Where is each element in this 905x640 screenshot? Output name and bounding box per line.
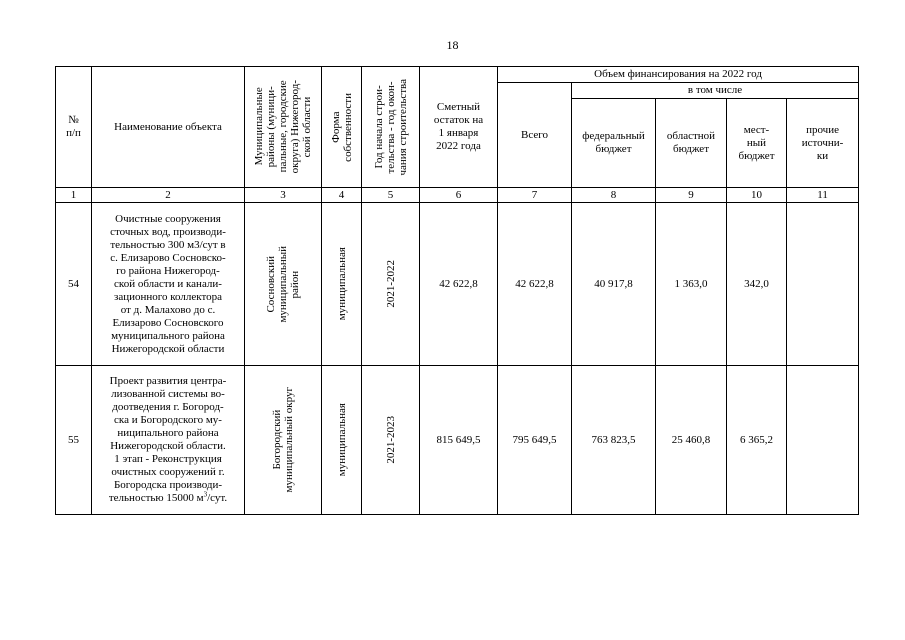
numbering-cell: 2	[92, 188, 245, 203]
row-number: 54	[56, 203, 92, 366]
numbering-cell: 4	[322, 188, 362, 203]
page-number: 18	[446, 38, 459, 52]
header-years	[362, 67, 420, 188]
district: Сосновский муниципальный район	[265, 245, 301, 323]
total-funding: 42 622,8	[498, 203, 572, 366]
header-district-label: Муниципальные районы (муници- пальные, городские округа) Нижегород- ской области	[253, 80, 313, 174]
ownership: муниципальная	[335, 247, 348, 321]
local-budget: 342,0	[727, 203, 787, 366]
estimate-remainder: 42 622,8	[420, 203, 498, 366]
district: Богородский муниципальный округ	[271, 387, 295, 493]
years-cell	[362, 203, 420, 366]
ownership: муниципальная	[335, 403, 348, 477]
header-ownership	[322, 67, 362, 188]
header-district	[245, 67, 322, 188]
numbering-cell: 7	[498, 188, 572, 203]
other-sources	[787, 203, 859, 366]
header-ownership-label: Форма собственности	[329, 92, 354, 162]
total-funding: 795 649,5	[498, 366, 572, 515]
years: 2021-2022	[384, 260, 397, 308]
header-other: прочие источни- ки	[787, 99, 859, 188]
numbering-cell: 11	[787, 188, 859, 203]
estimate-remainder: 815 649,5	[420, 366, 498, 515]
header-number: № п/п	[56, 67, 92, 188]
district-cell	[245, 203, 322, 366]
object-name-superscript: 3	[203, 490, 208, 499]
numbering-cell: 5	[362, 188, 420, 203]
years-cell	[362, 366, 420, 515]
district-cell	[245, 366, 322, 515]
federal-budget: 40 917,8	[572, 203, 656, 366]
header-years-label: Год начала строи- тельства - год окон- чания строительства	[372, 78, 409, 176]
table-row	[56, 366, 859, 515]
header-regional: областной бюджет	[656, 99, 727, 188]
numbering-cell: 9	[656, 188, 727, 203]
financing-table	[55, 66, 859, 515]
ownership-cell	[322, 366, 362, 515]
object-name	[92, 366, 245, 515]
federal-budget: 763 823,5	[572, 366, 656, 515]
local-budget: 6 365,2	[727, 366, 787, 515]
header-federal: федеральный бюджет	[572, 99, 656, 188]
numbering-cell: 6	[420, 188, 498, 203]
years: 2021-2023	[384, 416, 397, 464]
numbering-cell: 3	[245, 188, 322, 203]
header-local: мест- ный бюджет	[727, 99, 787, 188]
object-name-tail: /сут.	[207, 492, 228, 504]
header-total: Всего	[498, 83, 572, 188]
numbering-row	[56, 188, 859, 203]
header-name: Наименование объекта	[92, 67, 245, 188]
regional-budget: 1 363,0	[656, 203, 727, 366]
numbering-cell: 8	[572, 188, 656, 203]
other-sources	[787, 366, 859, 515]
object-name-main: Проект развития центра- лизованной системы во- доотведения г. Богород- ска и Богородского му- ниципального района Нижегородской области. 1 этап - Реконструкция очистных сооружений г. Богородска производи- тельностью 15000 м	[108, 375, 227, 504]
header-including: в том числе	[572, 83, 859, 99]
ownership-cell	[322, 203, 362, 366]
row-number: 55	[56, 366, 92, 515]
numbering-cell: 1	[56, 188, 92, 203]
header-remainder: Сметный остаток на 1 января 2022 года	[420, 67, 498, 188]
table-row	[56, 203, 859, 366]
object-name: Очистные сооружения сточных вод, производи- тельностью 300 м3/сут в с. Елизарово Сосновско- го района Нижегород- ской области и канали- зационного коллектора от д. Малахово до с. Елизарово Сосновского муниципального района Нижегородской области	[92, 203, 245, 366]
header-funding-group: Объем финансирования на 2022 год	[498, 67, 859, 83]
numbering-cell: 10	[727, 188, 787, 203]
regional-budget: 25 460,8	[656, 366, 727, 515]
